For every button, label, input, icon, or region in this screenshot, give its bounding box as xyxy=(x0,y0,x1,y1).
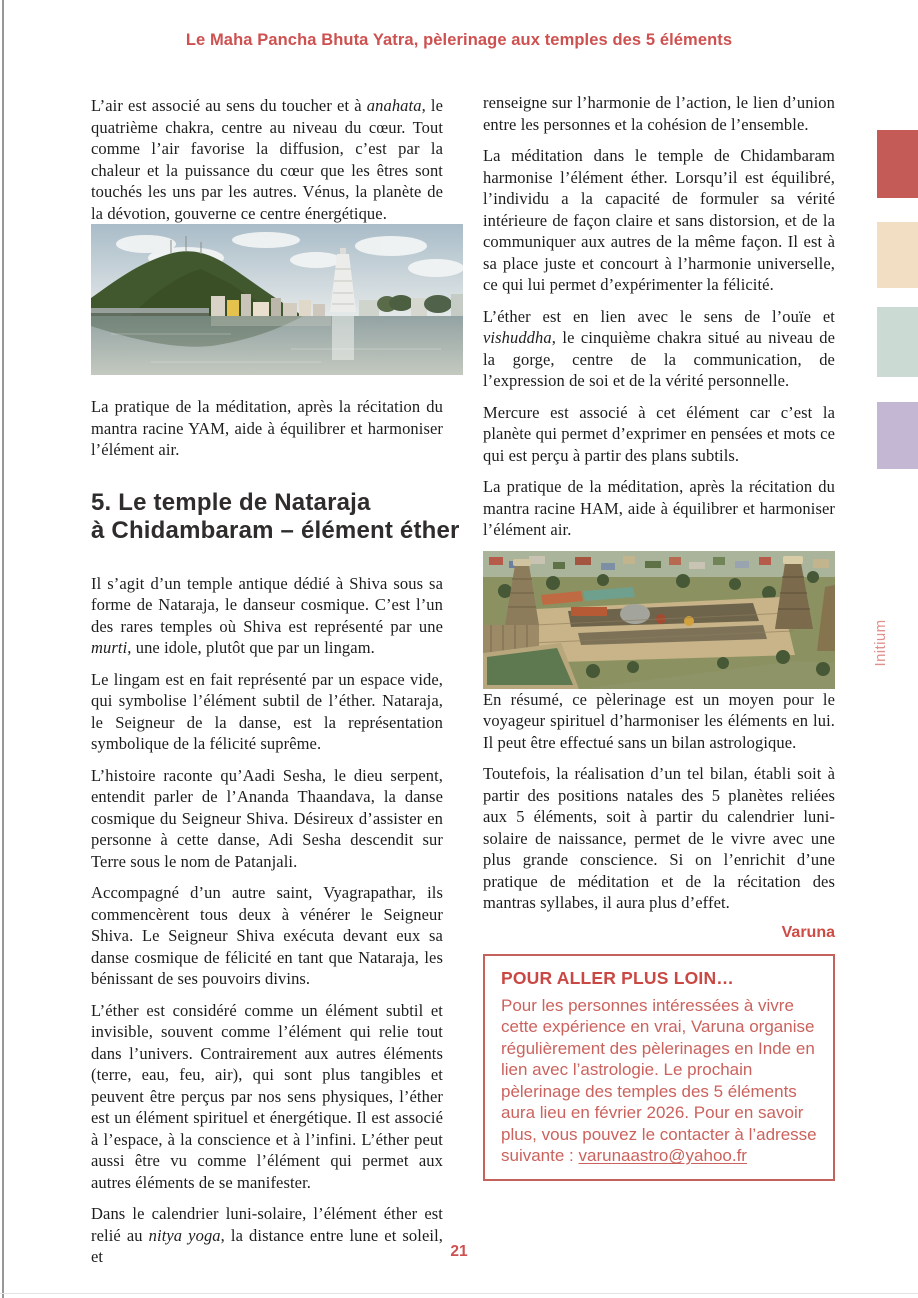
body-paragraph: Mercure est associé à cet élément car c’est la planète qui permet d’exprimer en pensées et mots ce qui est perçu à partir des plans subtils. xyxy=(483,402,835,465)
right-column xyxy=(483,88,835,1181)
body-paragraph: La méditation dans le temple de Chidambaram harmonise l’élément éther. Lorsqu’il est équilibré, l’individu a la capacité de formuler sa vérité intérieure de façon claire et sans distorsion, et de la communiquer aux autres de la même façon. Il est à sa place juste et concourt à l’harmonie universelle, ce qui lui permet d’expérimenter la félicité. xyxy=(483,146,835,294)
callout-box xyxy=(483,954,835,1181)
body-paragraph: Le lingam est en fait représenté par un espace vide, qui symbolise l’élément subtil de l’éther. Nataraja, le Seigneur de la danse, est la représentation symbolique de la félicité suprême. xyxy=(91,669,443,753)
email-link[interactable]: varunaastro@yahoo.fr xyxy=(578,1146,747,1165)
body-paragraph: Il s’agit d’un temple antique dédié à Shiva sous sa forme de Nataraja, le danseur cosmique. C’est l’un des rares temples où Shiva est représenté par une murti, une idole, plutôt que par un lingam. xyxy=(91,573,443,657)
section-margin-label: Initium xyxy=(872,619,889,667)
body-paragraph: renseigne sur l’harmonie de l’action, le lien d’union entre les personnes et la cohésion de l’ensemble. xyxy=(483,93,835,134)
color-swatch-beige xyxy=(877,222,918,288)
page-number: 21 xyxy=(450,1243,468,1260)
callout-body xyxy=(501,995,817,1167)
color-swatch-purple xyxy=(877,402,918,469)
section-heading-line: 5. Le temple de Nataraja xyxy=(91,488,371,516)
callout-text: Pour les personnes intéressées à vivre cette expérience en vrai, Varuna organise régulièrement des pèlerinages en Inde en lien avec l’astrologie. Le prochain pèlerinage des temples des 5 éléments aura lieu en février 2026. Pour en savoir plus, vous pouvez le contacter à l’adresse suivante : xyxy=(501,995,817,1165)
color-swatch-red xyxy=(877,130,918,198)
chidambaram-aerial-photo xyxy=(483,551,835,689)
body-paragraph: Accompagné d’un autre saint, Vyagrapathar, ils commencèrent tous deux à vénérer le Seigneur Shiva. Le Seigneur Shiva exécuta devant eux sa danse cosmique de félicité en tant que Nataraja, les bénissant de ses pouvoirs divins. xyxy=(91,883,443,988)
left-column xyxy=(91,90,463,1278)
author-signature: Varuna xyxy=(781,923,835,941)
temple-lake-photo xyxy=(91,224,463,375)
body-paragraph: La pratique de la méditation, après la récitation du mantra racine HAM, aide à équilibrer et harmoniser l’élément air. xyxy=(483,477,835,539)
running-header: Le Maha Pancha Bhuta Yatra, pèlerinage aux temples des 5 éléments xyxy=(185,31,733,49)
body-paragraph: En résumé, ce pèlerinage est un moyen pour le voyageur spirituel d’harmoniser les éléments en lui. Il peut être effectué sans un bilan astrologique. xyxy=(483,689,835,752)
body-paragraph: L’éther est considéré comme un élément subtil et invisible, souvent comme l’élément qui relie tout dans l’univers. Contrairement aux autres éléments (terre, eau, feu, air), qui sont plus tangibles et peuvent être perçus par nos sens physiques, l’éther est un élément spirituel et énergétique. Il est associé à l’espace, à la conscience et à l’infini. L’éther peut aussi être vu comme l’élément qui permet aux autres éléments de se manifester. xyxy=(91,1000,443,1192)
section-heading-line: à Chidambaram – élément éther xyxy=(91,517,460,544)
body-paragraph: Toutefois, la réalisation d’un tel bilan, établi soit à partir des positions natales des 5 planètes reliées aux 5 éléments, soit à partir du calendrier luni-solaire de naissance, permet de le vivre avec une plus grande conscience. Si on l’enrichit d’une pratique de méditation et de la récitation des mantras syllabes, il aura plus d’effet. xyxy=(483,764,835,912)
body-paragraph: La pratique de la méditation, après la récitation du mantra racine YAM, aide à équilibrer et harmoniser l’élément air. xyxy=(91,397,443,459)
body-paragraph: L’air est associé au sens du toucher et à anahata, le quatrième chakra, centre au niveau du cœur. Tout comme l’air favorise la diffusion, c’est par la chaleur et la puissance du cœur que les êtres sont touchés les uns par les autres. Vénus, la planète de la dévotion, gouverne ce centre énergétique. xyxy=(91,96,443,223)
page-bottom-line xyxy=(0,1293,918,1294)
body-paragraph: L’éther est en lien avec le sens de l’ouïe et vishuddha, le cinquième chakra situé au niveau de la gorge, centre de la communication, de l’expression de soi et de la vérité personnelle. xyxy=(483,306,835,390)
body-paragraph: L’histoire raconte qu’Aadi Sesha, le dieu serpent, entendit parler de l’Ananda Thaandava, la danse cosmique du Seigneur Shiva. Désireux d’assister en personne à cette danse, Adi Sesha descendit sur Terre sous le nom de Patanjali. xyxy=(91,765,443,871)
callout-title: POUR ALLER PLUS LOIN… xyxy=(501,967,734,988)
body-paragraph: Dans le calendrier luni-solaire, l’élément éther est relié au nitya yoga, la distance entre lune et soleil, et xyxy=(91,1204,443,1266)
section-heading xyxy=(91,489,463,546)
color-swatch-green xyxy=(877,307,918,377)
page-edge-line xyxy=(2,0,4,1298)
